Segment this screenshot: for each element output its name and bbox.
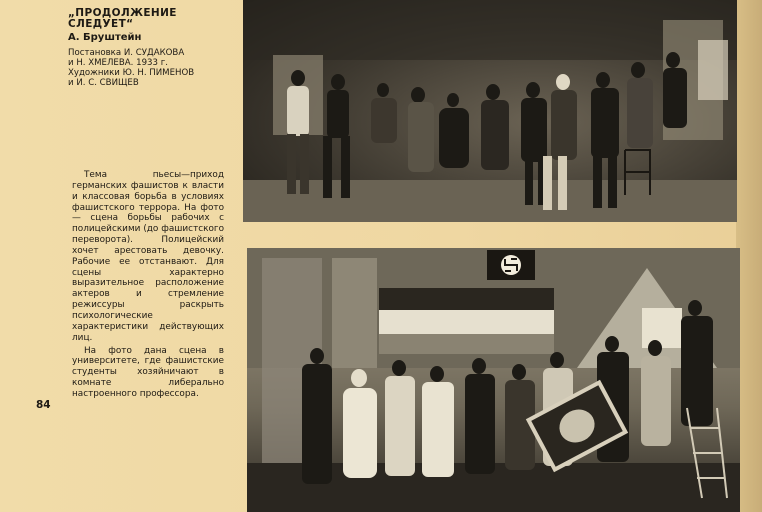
stage-photo-fight-scene [243, 0, 737, 222]
production-credits: Постановка И. СУДАКОВА и Н. ХМЕЛЕВА. 1933 г. Художники Ю. Н. ПИМЕНОВ и И. С. СВИЩЕВ [68, 48, 195, 88]
article-paragraph-1: Тема пьесы—приход германских фашистов к власти и классовая борьба в условиях фашистского террора. На фото — сцена борьбы рабочих с полицейскими (до фашистского переворота). Полицейский хочет арестовать девочку. Рабочие ее отстанвают. Для сцены характерно выразительное расположение актеров и стремление режиссуры раскрыть психологические характеристики действующих лиц. [72, 170, 224, 343]
play-author: А. Бруштейн [68, 32, 142, 43]
play-title: „ПРОДОЛЖЕНИЕ СЛЕДУЕТ“ [68, 7, 177, 30]
article-text [72, 170, 224, 400]
page-number: 84 [36, 399, 51, 411]
stage-photo-university-scene [247, 248, 740, 512]
article-paragraph-2: На фото дана сцена в университете, где фашистские студенты хозяйничают в комнате либерально настроенного профессора. [72, 345, 224, 399]
